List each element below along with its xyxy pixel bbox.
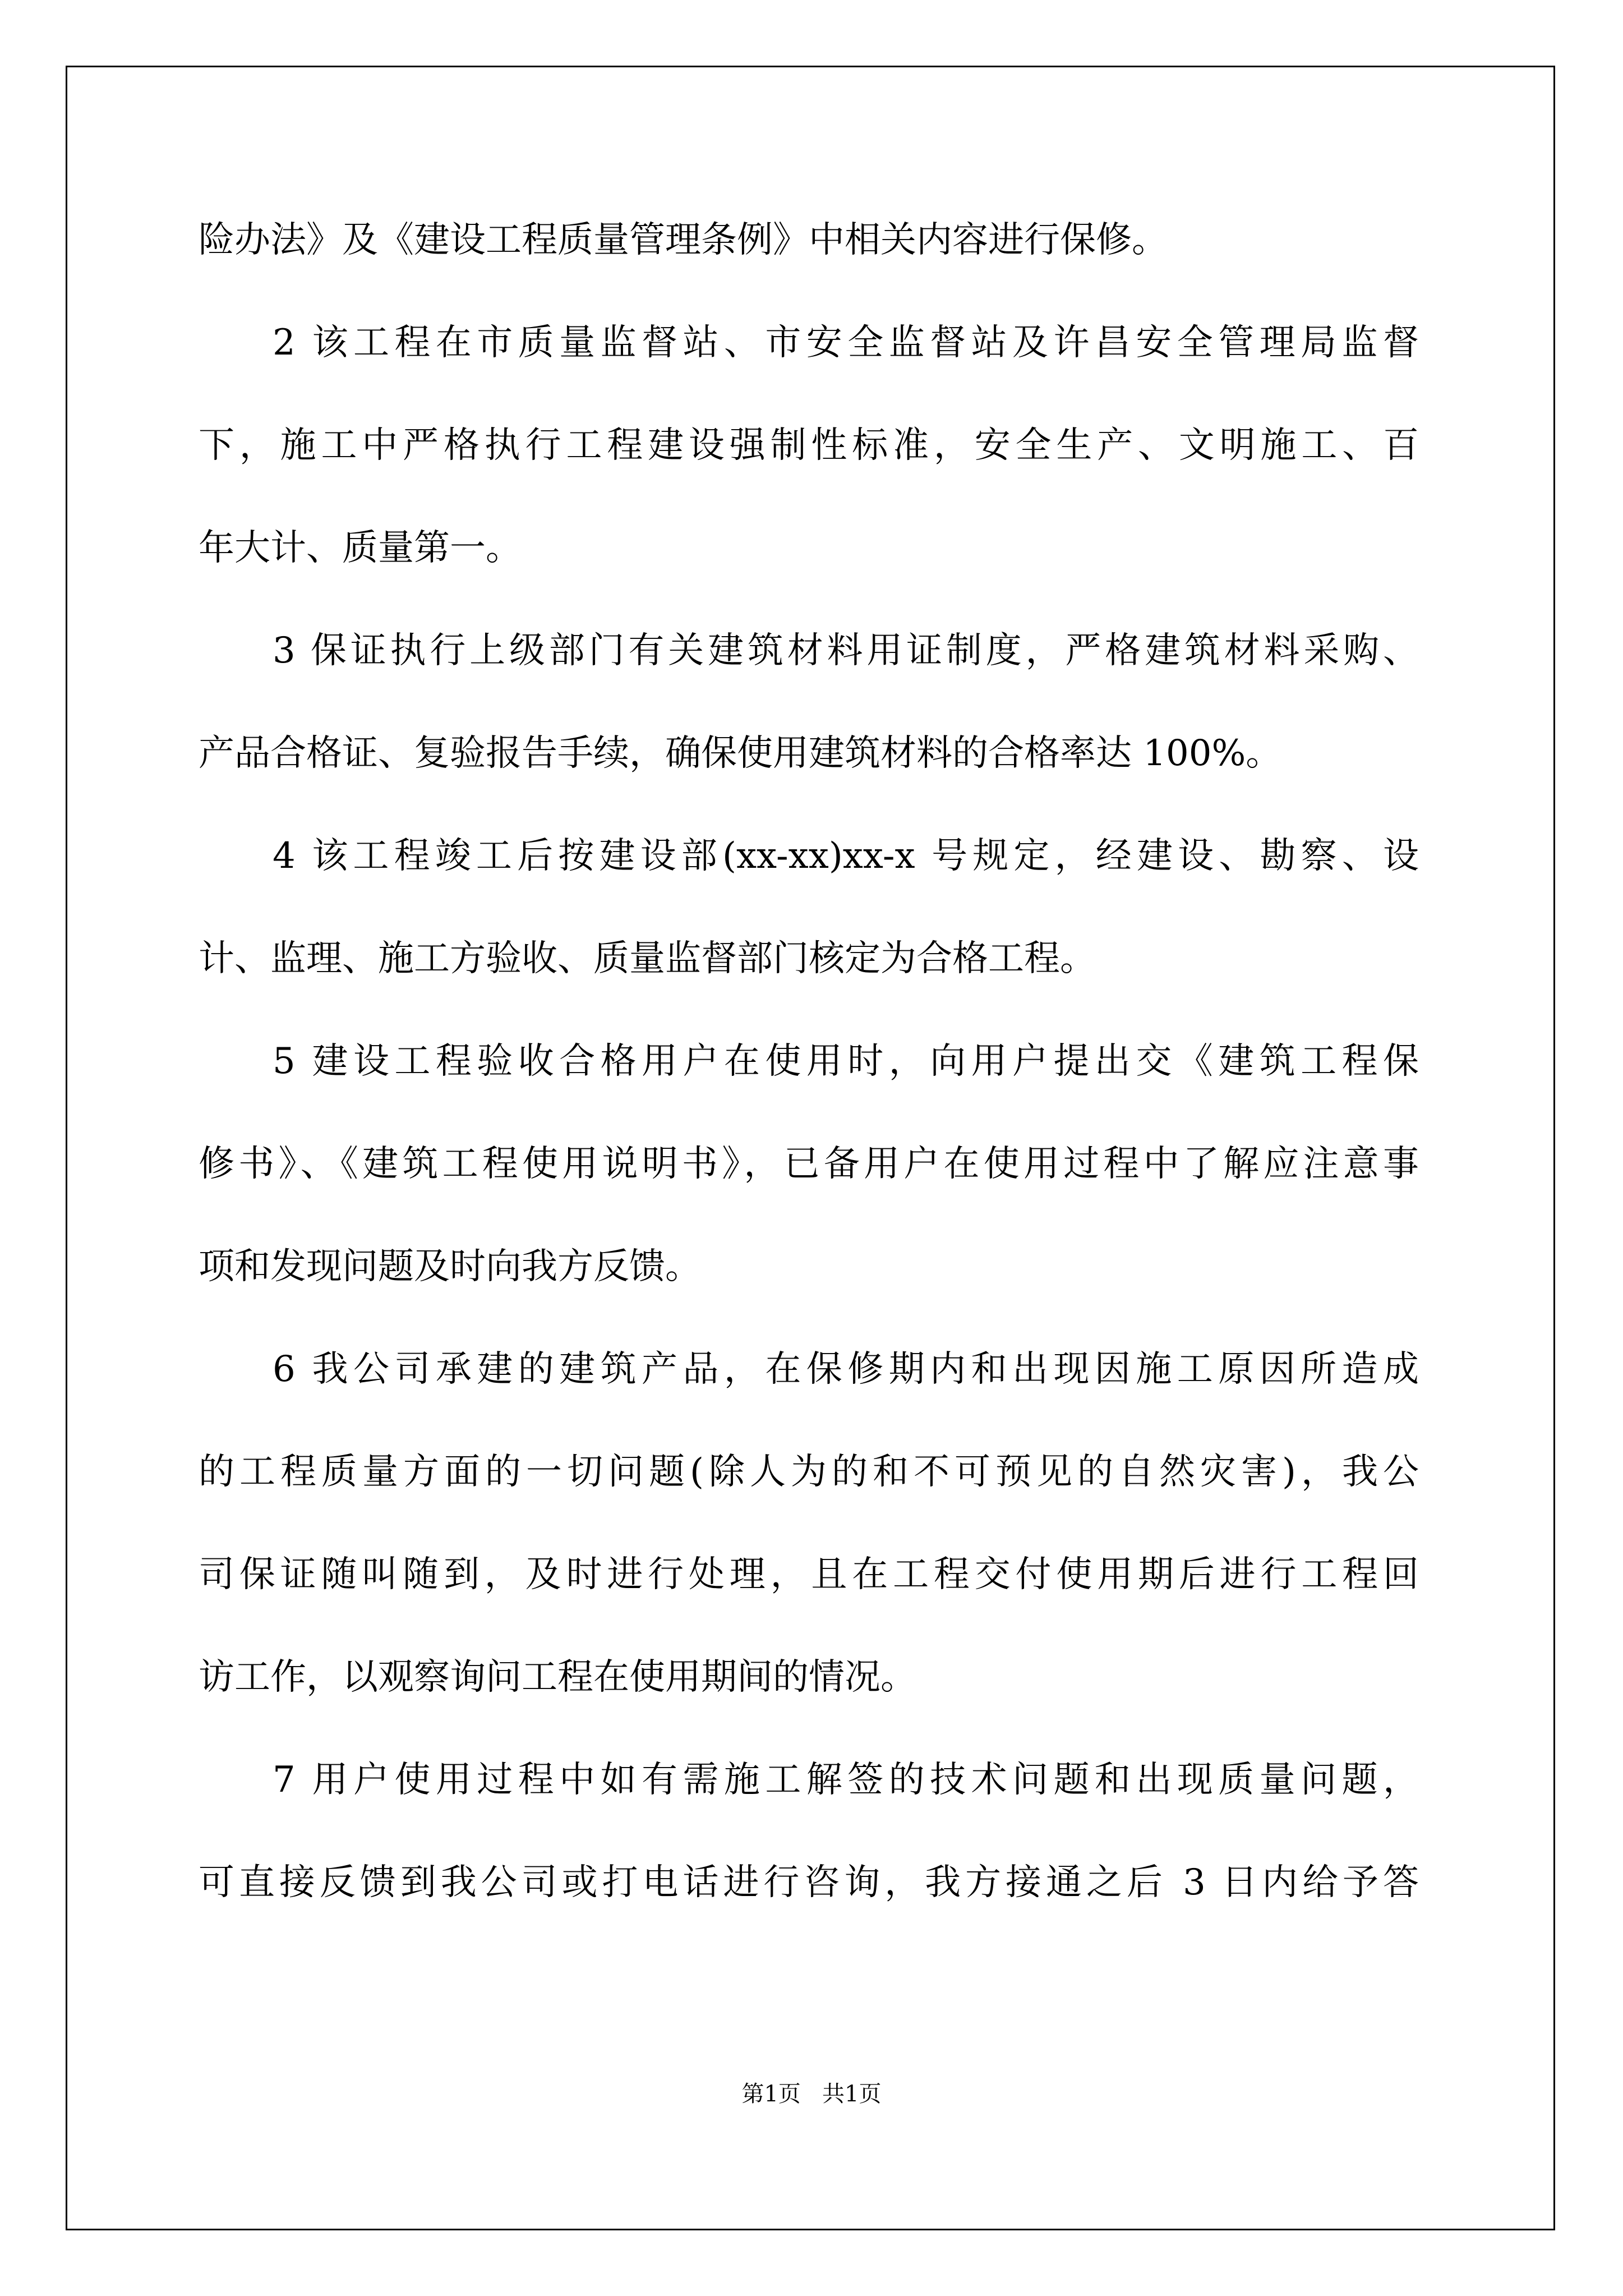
paragraph-line: 5 建设工程验收合格用户在使用时，向用户提出交《建筑工程保 — [273, 1041, 1419, 1082]
paragraph-line: 下，施工中严格执行工程建设强制性标准，安全生产、文明施工、百 — [199, 425, 1419, 466]
paragraph-line: 计、监理、施工方验收、质量监督部门核定为合格工程。 — [199, 938, 1096, 979]
paragraph-line: 的工程质量方面的一切问题(除人为的和不可预见的自然灾害)，我公 — [199, 1451, 1419, 1493]
paragraph-line: 访工作，以观察询问工程在使用期间的情况。 — [199, 1657, 916, 1698]
paragraph-line: 修书》、《建筑工程使用说明书》，已备用户在使用过程中了解应注意事 — [199, 1143, 1419, 1185]
paragraph-line: 项和发现问题及时向我方反馈。 — [199, 1246, 701, 1287]
paragraph-line: 3 保证执行上级部门有关建筑材料用证制度，严格建筑材料采购、 — [273, 630, 1419, 671]
paragraph-line: 司保证随叫随到，及时进行处理，且在工程交付使用期后进行工程回 — [199, 1554, 1419, 1595]
paragraph-line: 险办法》及《建设工程质量管理条例》中相关内容进行保修。 — [199, 219, 1168, 261]
paragraph-line: 6 我公司承建的建筑产品，在保修期内和出现因施工原因所造成 — [273, 1349, 1419, 1390]
paragraph-line: 2 该工程在市质量监督站、市安全监督站及许昌安全管理局监督 — [273, 322, 1419, 364]
paragraph-line: 产品合格证、复验报告手续，确保使用建筑材料的合格率达 100%。 — [199, 733, 1282, 774]
paragraph-line: 4 该工程竣工后按建设部(xx-xx)xx-x 号规定，经建设、勘察、设 — [273, 835, 1419, 877]
paragraph-line: 可直接反馈到我公司或打电话进行咨询，我方接通之后 3 日内给予答 — [199, 1862, 1419, 1903]
paragraph-line: 年大计、质量第一。 — [199, 527, 522, 569]
page-number-footer: 第1页 共1页 — [741, 2081, 882, 2107]
paragraph-line: 7 用户使用过程中如有需施工解签的技术问题和出现质量问题， — [273, 1759, 1419, 1801]
